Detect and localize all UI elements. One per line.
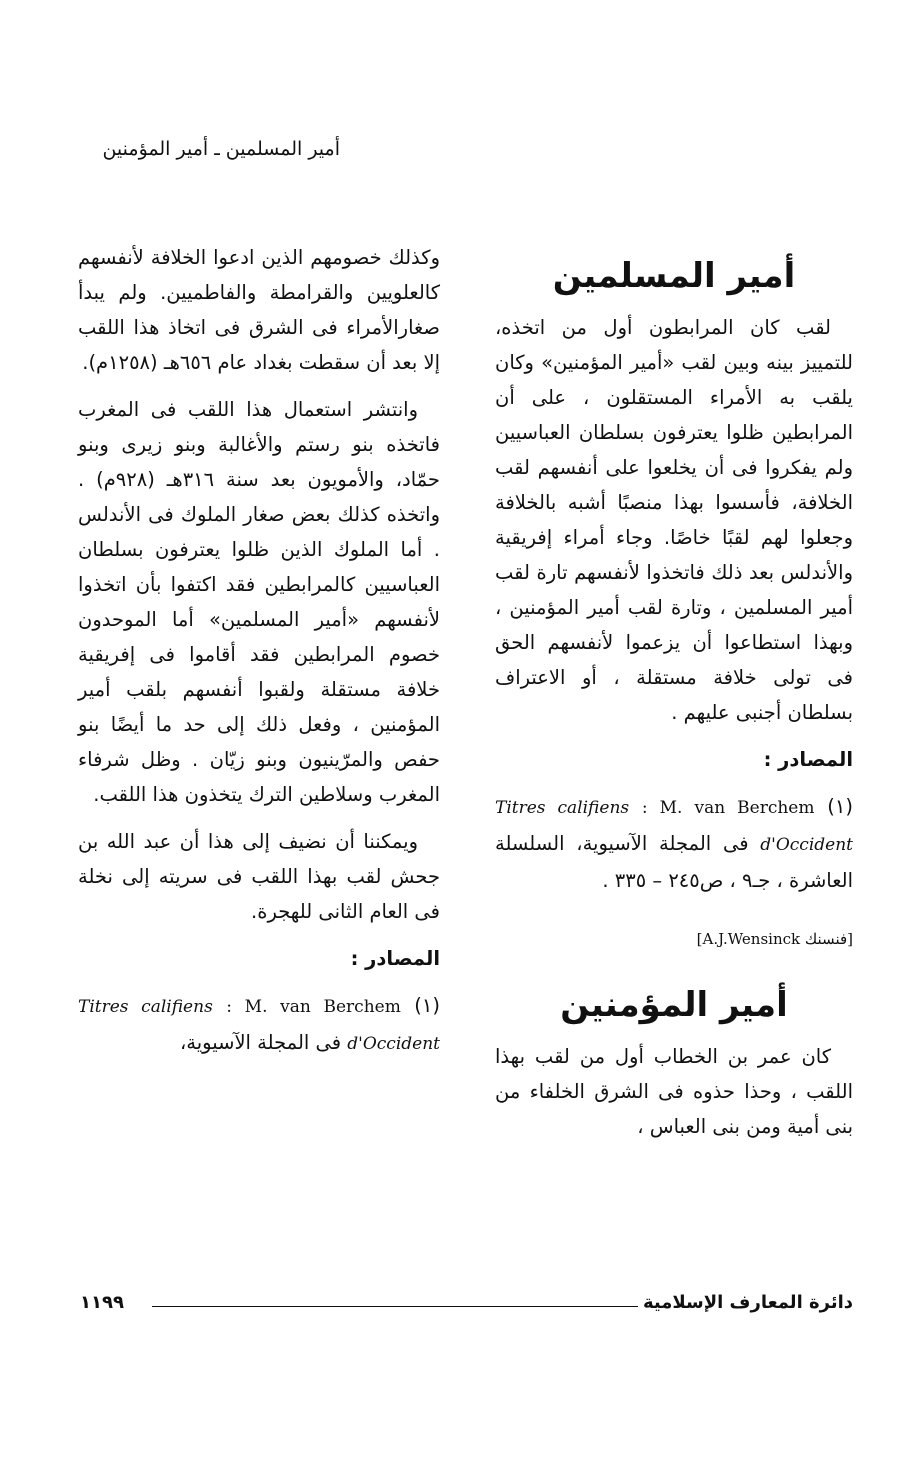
reference-latin-journal: d'Occident	[347, 1034, 440, 1054]
reference-latin-author: : M. van Berchem	[641, 798, 815, 818]
footer-journal-title: دائرة المعارف الإسلامية	[642, 1292, 853, 1313]
article-paragraph: وكذلك خصومهم الذين ادعوا الخلافة لأنفسهم كالعلويين والقرامطة والفاطميين. ولم يبدأ صغارالأمراء فى الشرق فى اتخاذ هذا اللقب إلا بعد أن سقطت بغداد عام ٦٥٦هـ (١٢٥٨م).	[78, 246, 440, 374]
reference-arabic-text: فى المجلة الآسيوية، السلسلة العاشرة ، جـ٩ ، ص٢٤٥ – ٣٣٥ .	[495, 832, 853, 892]
reference-latin-journal: d'Occident	[760, 835, 853, 855]
sources-title: المصادر :	[763, 748, 853, 771]
reference-arabic-text: فى المجلة الآسيوية،	[179, 1031, 342, 1054]
sources-title: المصادر :	[350, 947, 440, 970]
right-column	[495, 240, 853, 1156]
footer-rule	[152, 1306, 638, 1307]
article-paragraph: ويمكننا أن نضيف إلى هذا أن عبد الله بن جحش لقب بهذا اللقب فى سريته إلى نخلة فى العام الثانى للهجرة.	[78, 830, 440, 923]
article-heading-amir-al-muminin: أمير المؤمنين	[560, 985, 788, 1025]
article-paragraph: كان عمر بن الخطاب أول من لقب بهذا اللقب ، وحذا حذوه فى الشرق الخلفاء من بنى أمية ومن بنى العباس ،	[495, 1045, 853, 1138]
article-paragraph: لقب كان المرابطون أول من اتخذه، للتمييز بينه وبين لقب «أمير المؤمنين» وكان يلقب به الأمراء المستقلون ، على أن المرابطين ظلوا يعترفون بسلطان العباسيين ولم يفكروا فى أن يخلعوا على أنفسهم لقب الخلافة، فأسسوا بهذا منصبًا أشبه بالخلافة وجعلوا لهم لقبًا خاصًا. وجاء أمراء إفريقية والأندلس بعد ذلك فاتخذوا لأنفسهم تارة لقب أمير المسلمين ، وتارة لقب أمير المؤمنين ، وبهذا استطاعوا أن يزعموا لأنفسهم الحق فى تولى خلافة مستقلة ، أو الاعتراف بسلطان أجنبى عليهم .	[495, 316, 853, 724]
page-footer	[80, 1292, 853, 1318]
article-paragraph: وانتشر استعمال هذا اللقب فى المغرب فاتخذه بنو رستم والأغالبة وبنو زيرى وبنو حمّاد، والأمويون بعد سنة ٣١٦هـ (٩٢٨م) . واتخذه كذلك بعض صغار الملوك فى الأندلس . أما الملوك الذين ظلوا يعترفون بسلطان العباسيين كالمرابطين فقد اكتفوا بأن اتخذوا لأنفسهم «أمير المسلمين» أما الموحدون خصوم المرابطين فقد أقاموا فى إفريقية خلافة مستقلة ولقبوا أنفسهم بلقب أمير المؤمنين ، وفعل ذلك إلى حد ما أيضًا بنو حفص والمرّينيون وبنو زيّان . وظل شرفاء المغرب وسلاطين الترك يتخذون هذا اللقب.	[78, 398, 440, 806]
article-heading-amir-al-muslimin: أمير المسلمين	[552, 256, 796, 296]
reference-latin-author: : M. van Berchem	[226, 997, 401, 1017]
reference-entry	[495, 789, 853, 898]
reference-number: (١)	[827, 795, 853, 818]
page-number: ١١٩٩	[80, 1292, 124, 1313]
left-column	[78, 240, 440, 1074]
author-attribution: [فنسنك A.J.Wensinck]	[696, 930, 853, 948]
page-header-title: أمير المسلمين ـ أمير المؤمنين	[102, 138, 340, 160]
reference-entry	[78, 988, 440, 1062]
reference-number: (١)	[414, 994, 440, 1017]
reference-latin-title: Titres califiens	[78, 997, 213, 1017]
reference-latin-title: Titres califiens	[495, 798, 630, 818]
